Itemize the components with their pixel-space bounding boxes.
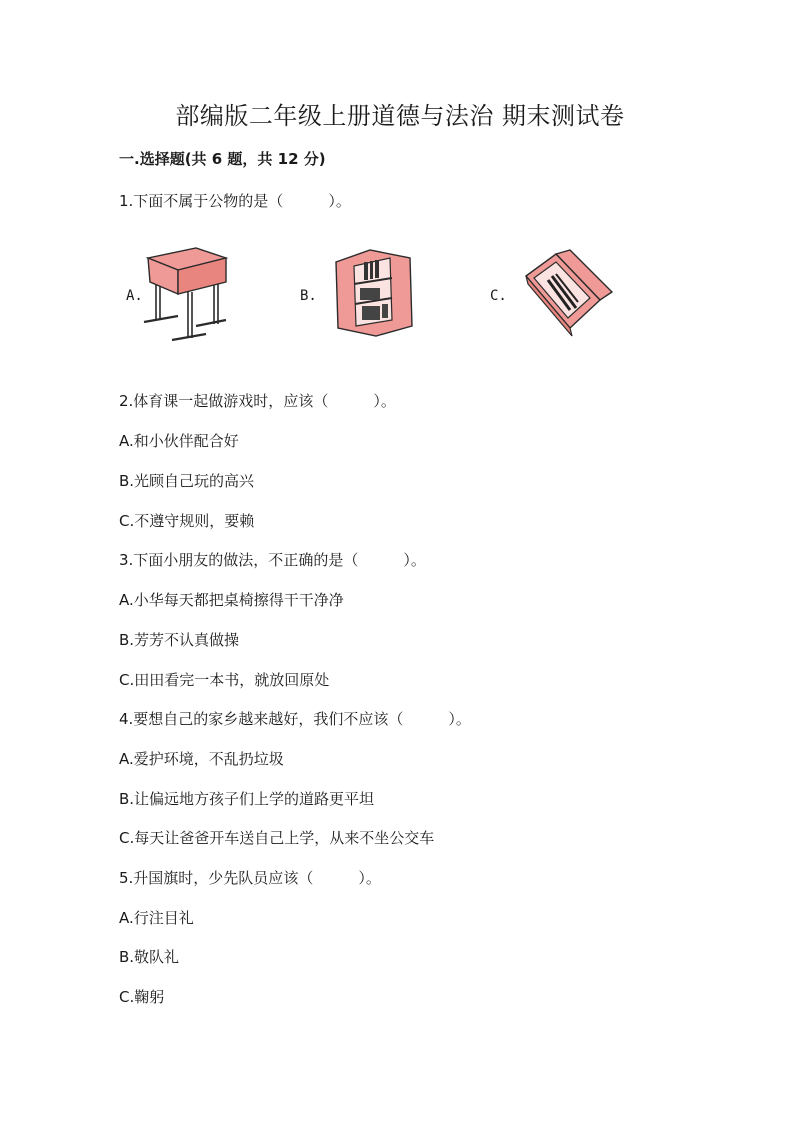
question-5-stem: 5.升国旗时，少先队员应该（ ）。 (119, 869, 381, 887)
question-4-option-b[interactable]: B.让偏远地方孩子们上学的道路更平坦 (119, 790, 375, 808)
question-1-option-c[interactable] (490, 240, 620, 345)
question-1-option-a[interactable] (126, 240, 236, 345)
page-title: 部编版二年级上册道德与法治 期末测试卷 (175, 102, 625, 130)
question-4-option-c[interactable]: C.每天让爸爸开车送自己上学，从来不坐公交车 (119, 829, 435, 847)
question-3-stem: 3.下面小朋友的做法，不正确的是（ ）。 (119, 551, 426, 569)
question-5-option-b[interactable]: B.敬队礼 (119, 948, 180, 966)
question-5-option-c[interactable]: C.鞠躬 (119, 988, 165, 1006)
section-heading: 一.选择题(共 6 题，共 12 分) (119, 150, 326, 168)
question-3-option-b[interactable]: B.芳芳不认真做操 (119, 631, 240, 649)
question-4-option-a[interactable]: A.爱护环境，不乱扔垃圾 (119, 750, 284, 768)
bookshelf-icon (300, 240, 430, 345)
option-label: A. (126, 288, 143, 304)
question-2-option-a[interactable]: A.和小伙伴配合好 (119, 432, 239, 450)
question-2-option-b[interactable]: B.光顾自己玩的高兴 (119, 472, 255, 490)
question-1-stem: 1.下面不属于公物的是（ ）。 (119, 192, 351, 210)
question-4-stem: 4.要想自己的家乡越来越好，我们不应该（ ）。 (119, 710, 471, 728)
question-3-option-a[interactable]: A.小华每天都把桌椅擦得干干净净 (119, 591, 344, 609)
question-2-option-c[interactable]: C.不遵守规则，要赖 (119, 512, 255, 530)
option-label: C. (490, 288, 507, 304)
school-desk-icon (126, 240, 236, 345)
question-3-option-c[interactable]: C.田田看完一本书，就放回原处 (119, 671, 330, 689)
pencil-case-icon (490, 240, 620, 345)
question-2-stem: 2.体育课一起做游戏时，应该（ ）。 (119, 392, 396, 410)
question-5-option-a[interactable]: A.行注目礼 (119, 909, 194, 927)
option-label: B. (300, 288, 317, 304)
question-1-option-b[interactable] (300, 240, 430, 345)
